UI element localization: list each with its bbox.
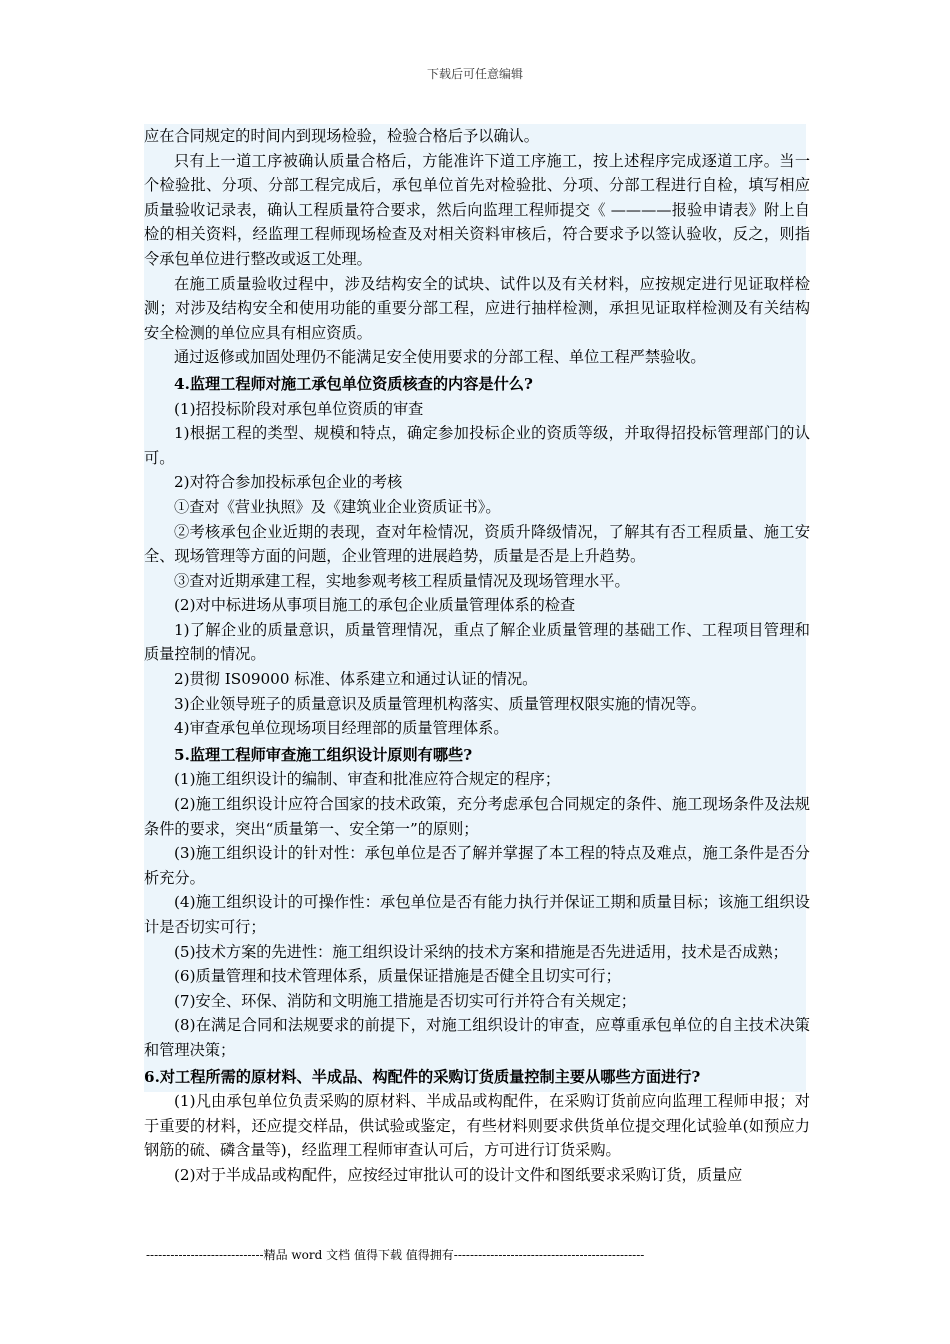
paragraph: (6)质量管理和技术管理体系，质量保证措施是否健全且切实可行； bbox=[174, 967, 621, 986]
paragraph: (3)施工组织设计的针对性：承包单位是否了解并掌握了本工程的特点及难点，施工条件是否分析充分。 bbox=[144, 844, 810, 887]
paragraph: (2)对中标进场从事项目施工的承包企业质量管理体系的检查 bbox=[174, 596, 576, 615]
paragraph: (2)对于半成品或构配件，应按经过审批认可的设计文件和图纸要求采购订货，质量应 bbox=[174, 1165, 743, 1184]
paragraph: ②考核承包企业近期的表现，查对年检情况，资质升降级情况，了解其有否工程质量、施工安全、现场管理等方面的问题，企业管理的进展趋势，质量是否是上升趋势。 bbox=[144, 522, 810, 566]
paragraph: 3)企业领导班子的质量意识及质量管理机构落实、质量管理权限实施的情况等。 bbox=[174, 694, 706, 713]
paragraph: 只有上一道工序被确认质量合格后，方能准许下道工序施工，按上述程序完成逐道工序。当一个检验批、分项、分部工程完成后，承包单位首先对检验批、分项、分部工程进行自检，填写相应质量验收记录表，确认工程质量符合要求，然后向监理工程师提交《 ————报验申请表》附上自检的相关资料，经监理工程师现场检查及对相关资料审核后，符合要求予以签认验收，反之，则指令承包单位进行整改或返工处理。 bbox=[144, 151, 810, 268]
section-heading: 5.监理工程师审查施工组织设计原则有哪些? bbox=[174, 745, 473, 764]
paragraph: 4)审查承包单位现场项目经理部的质量管理体系。 bbox=[174, 719, 509, 738]
document-body bbox=[144, 124, 810, 1188]
paragraph: 1)了解企业的质量意识，质量管理情况，重点了解企业质量管理的基础工作、工程项目管理和质量控制的情况。 bbox=[144, 620, 810, 664]
paragraph: (4)施工组织设计的可操作性：承包单位是否有能力执行并保证工期和质量目标；该施工组织设计是否切实可行； bbox=[144, 893, 810, 936]
paragraph: ①查对《营业执照》及《建筑业企业资质证书》。 bbox=[174, 497, 501, 516]
paragraph: (1)施工组织设计的编制、审查和批准应符合规定的程序； bbox=[174, 770, 561, 789]
paragraph: 在施工质量验收过程中，涉及结构安全的试块、试件以及有关材料，应按规定进行见证取样检测；对涉及结构安全和使用功能的重要分部工程，应进行抽样检测，承担见证取样检测及有关结构安全检测的单位应具有相应资质。 bbox=[144, 274, 810, 342]
page-header: 下载后可任意编辑 bbox=[426, 67, 523, 81]
paragraph: (2)施工组织设计应符合国家的技术政策，充分考虑承包合同规定的条件、施工现场条件及法规条件的要求，突出“质量第一、安全第一”的原则； bbox=[144, 795, 810, 838]
paragraph: 2)贯彻 IS09000 标准、体系建立和通过认证的情况。 bbox=[174, 670, 538, 689]
paragraph: 通过返修或加固处理仍不能满足安全使用要求的分部工程、单位工程严禁验收。 bbox=[174, 348, 706, 367]
section-heading: 6.对工程所需的原材料、半成品、构配件的采购订货质量控制主要从哪些方面进行? bbox=[144, 1067, 701, 1086]
paragraph: ③查对近期承建工程，实地参观考核工程质量情况及现场管理水平。 bbox=[174, 571, 630, 590]
paragraph: (8)在满足合同和法规要求的前提下，对施工组织设计的审查，应尊重承包单位的自主技术决策和管理决策； bbox=[144, 1016, 810, 1059]
paragraph: (1)凡由承包单位负责采购的原材料、半成品或构配件，在采购订货前应向监理工程师申报；对于重要的材料，还应提交样品，供试验或鉴定，有些材料则要求供货单位提交理化试验单(如预应力钢筋的硫、磷含量等)，经监理工程师审查认可后，方可进行订货采购。 bbox=[144, 1092, 810, 1160]
paragraph: 1)根据工程的类型、规模和特点，确定参加投标企业的资质等级，并取得招投标管理部门的认可。 bbox=[144, 424, 810, 467]
paragraph: 应在合同规定的时间内到现场检验，检验合格后予以确认。 bbox=[144, 127, 539, 145]
section-heading: 4.监理工程师对施工承包单位资质核查的内容是什么? bbox=[174, 374, 533, 393]
paragraph: (5)技术方案的先进性：施工组织设计采纳的技术方案和措施是否先进适用，技术是否成熟； bbox=[174, 942, 788, 961]
paragraph: 2)对符合参加投标承包企业的考核 bbox=[174, 473, 403, 492]
paragraph: (7)安全、环保、消防和文明施工措施是否切实可行并符合有关规定； bbox=[174, 991, 636, 1010]
page-footer: -----------------------------精品 word 文档 值得下载 值得拥有----------------------------------------------- bbox=[146, 1248, 645, 1262]
paragraph: (1)招投标阶段对承包单位资质的审查 bbox=[174, 399, 424, 418]
